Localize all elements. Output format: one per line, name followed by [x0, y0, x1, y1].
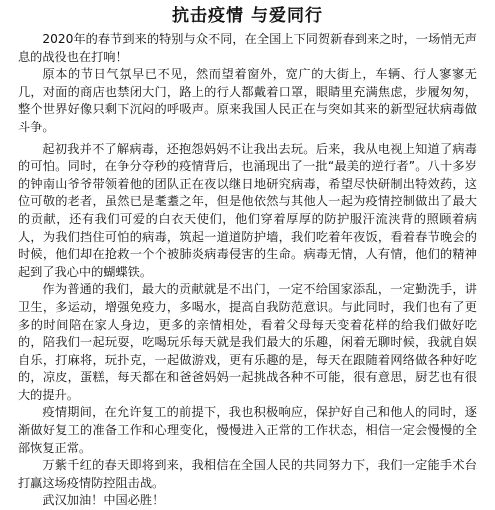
document-title: 抗击疫情 与爱同行 [172, 6, 323, 26]
paragraph-7: 武汉加油！中国必胜！ [42, 493, 165, 508]
paragraph-4: 作为普通的我们，最大的贡献就是不出门，一定不给国家添乱，一定勤洗手，讲卫生，多运动，增强免疫力，多喝水，提高自我防范意识。与此同时，我们也有了更多的时间陪在家人身边，更多的亲情相处，看着父母每天变着花样的给我们做好吃的，陪我们一起玩耍，吃喝玩乐每天就是我们最大的乐趣，闲着无聊时候，我就自娱自乐，打麻将，玩扑克，一起做游戏，更有乐趣的是，每天在跟随着网络做各种好吃的，凉皮，蛋糕，每天都在和爸爸妈妈一起挑战各种不可能，很有意思，厨艺也有很大的提升。 [18, 282, 477, 402]
paragraph-5: 疫情期间，在允许复工的前提下，我也积极响应，保护好自己和他人的同时，逐渐做好复工的准备工作和心理变化，慢慢进入正常的工作状态，相信一定会慢慢的全部恢复正常。 [18, 405, 477, 455]
paragraph-3: 起初我并不了解病毒，还抱怨妈妈不让我出去玩。后来，我从电视上知道了病毒的可怕。同时，在争分夺秒的疫情背后，也涌现出了一批“最美的逆行者”。八十多岁的钟南山爷爷带领着他的团队正在夜以继日地研究病毒，希望尽快研制出特效药，这位可敬的老者，虽然已是耄耋之年，但是他依然与其他人一起为疫情控制做出了最大的贡献，还有我们可爱的白衣天使们，他们穿着厚厚的防护服汗流浃背的照顾着病人，为我们挡住可怕的病毒，筑起一道道防护墙，我们吃着年夜饭，看着春节晚会的时候，他们却在抢救一个个被肺炎病毒侵害的生命。病毒无情，人有情，他们的精神起到了我心中的蝴蝶铁。 [18, 141, 477, 279]
paragraph-1: 2020年的春节到来的特别与众不同，在全国上下同贺新春到来之时，一场悄无声息的战役也在打响！ [18, 32, 477, 64]
paragraph-6: 万紫千红的春天即将到来，我相信在全国人民的共同努力下，我们一定能手术台打赢这场疫情防控阻击战。 [18, 458, 477, 490]
paragraph-2: 原本的节日气氛早已不见，然而望着窗外，宽广的大街上，车辆、行人寥寥无几，对面的商店也禁闭大门，路上的行人都戴着口罩，眼睛里充满焦虑，步履匆匆，整个世界好像只剩下沉闷的呼吸声。原来我国人民正在与突如其来的新型冠状病毒做斗争。 [18, 67, 477, 134]
